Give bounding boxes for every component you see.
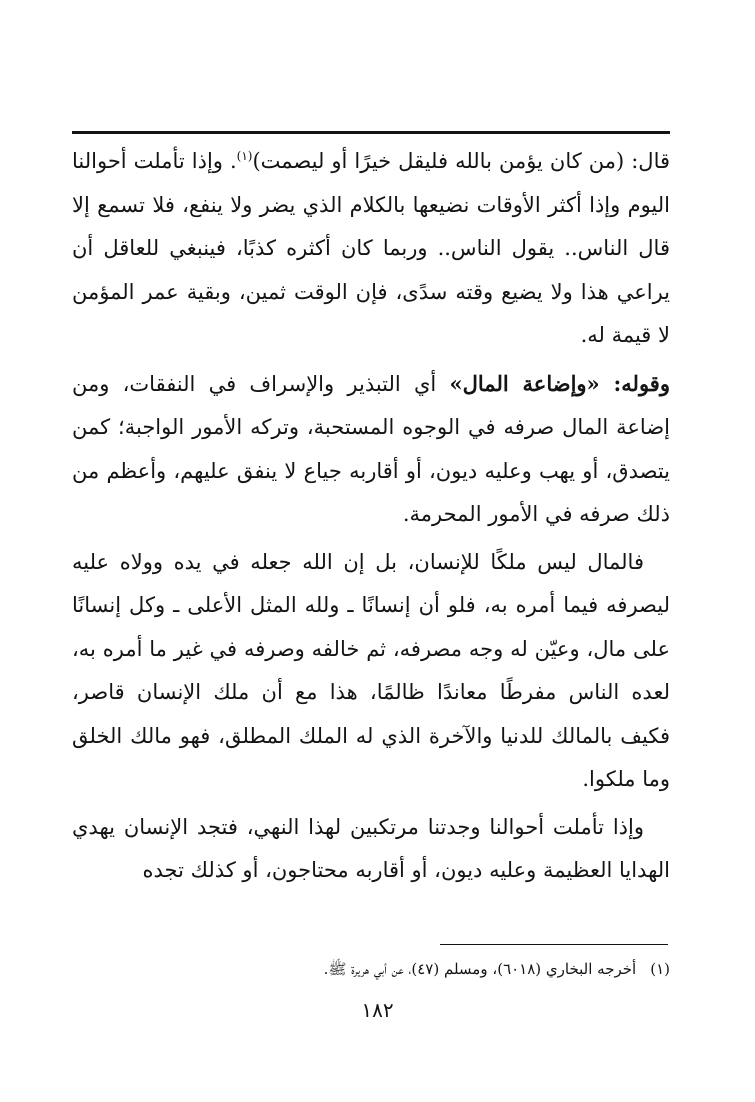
paragraph-1-start: قال: (من كان يؤمن بالله فليقل خيرًا أو ليصمت) [252, 149, 671, 173]
paragraph-2-rest: أي التبذير والإسراف في النفقات، ومن إضاعة المال صرفه في الوجوه المستحبة، وتركه الأمور الواجبة؛ كمن يتصدق، أو يهب وعليه ديون، أو أقاربه جياع لا ينفق عليهم، وأعظم من ذلك صرفه في الأمور المحرمة. [72, 371, 670, 526]
paragraph-2-lead: وقوله: «وإضاعة المال» [449, 370, 670, 396]
footnote-reference: (١) [236, 149, 253, 163]
footnote-number: (١) [650, 960, 670, 978]
paragraph-2 [72, 362, 670, 537]
paragraph-3: فالمال ليس ملكًا للإنسان، بل إن الله جعله في يده وولاه عليه ليصرفه فيما أمره به، فلو أن إنسانًا ـ ولله المثل الأعلى ـ وكل إنسانًا على مال، وعيّن له وجه مصرفه، ثم خالفه وصرفه في غير ما أمره به، لعده الناس مفرطًا معاندًا ظالمًا، هذا مع أن ملك الإنسان قاصر، فكيف بالمالك للدنيا والآخرة الذي له الملك المطلق، فهو مالك الخلق وما ملكوا. [72, 549, 670, 791]
header-rule [72, 131, 670, 134]
footnote [72, 956, 670, 982]
main-text [72, 140, 670, 893]
page-number: ١٨٢ [361, 998, 394, 1022]
paragraph-1-rest: . وإذا تأملت أحوالنا اليوم وإذا أكثر الأوقات نضيعها بالكلام الذي يضر ولا ينفع، فلا تسمع إلا قال الناس.. يقول الناس.. وربما كان أكثره كذبًا، فينبغي للعاقل أن يراعي هذا ولا يضيع وقته سدًى، فإن الوقت ثمين، وبقية عمر المؤمن لا قيمة له. [72, 149, 670, 347]
footnote-separator [440, 944, 668, 945]
paragraph-4: وإذا تأملت أحوالنا وجدتنا مرتكبين لهذا النهي، فتجد الإنسان يهدي الهدايا العظيمة وعليه ديون، أو أقاربه محتاجون، أو كذلك تجده [72, 814, 670, 882]
footnote-text: أخرجه البخاري (٦٠١٨)، ومسلم (٤٧)، عن أبي هريرة ﷺ. [323, 960, 637, 978]
paragraph-1 [72, 140, 670, 358]
